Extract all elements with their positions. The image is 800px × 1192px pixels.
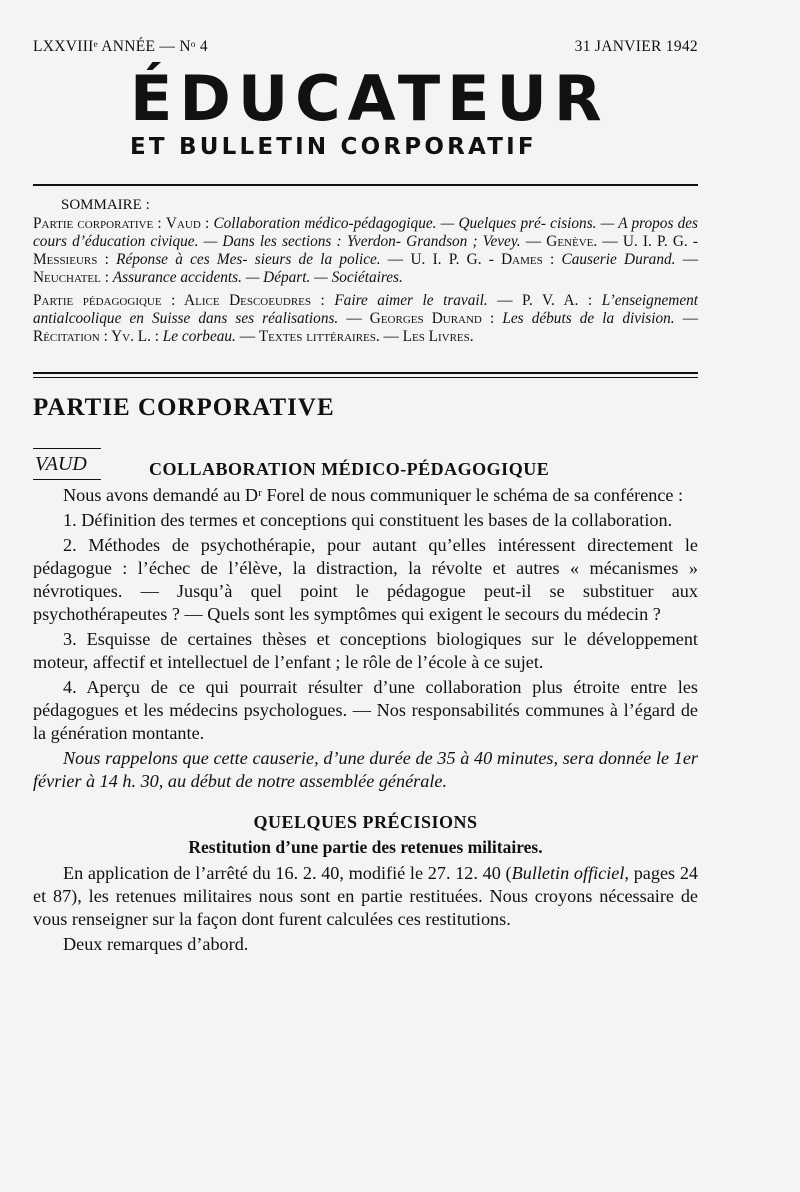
toc-text: Assurance accidents. — Départ. — Sociétaires.	[112, 269, 403, 286]
toc-corporative	[33, 215, 698, 287]
table-of-contents	[33, 196, 698, 351]
text-run: pages 24 et 87), les retenues militaires nous sont en partie restituées. Nous croyons nécessaire de vous renseigner sur la façon dont furent calculées ces restitutions.	[33, 863, 699, 929]
toc-text: cisions. — A propos des cours d’éducation civique. — Dans les sections : Yverdon-	[33, 215, 699, 250]
issue-number: LXXVIIIᵉ ANNÉE — Nᵒ 4	[33, 38, 208, 55]
issue-date: 31 JANVIER 1942	[574, 38, 698, 55]
paragraph: 3. Esquisse de certaines thèses et conceptions biologiques sur le développement moteur, affectif et intellectuel de l’enfant ; le rôle de l’école à ce sujet.	[33, 629, 698, 672]
paragraph: Deux remarques d’abord.	[63, 934, 249, 954]
toc-text: — Récitation : Yv. L. :	[33, 310, 698, 345]
section-divider	[33, 372, 698, 378]
announcement-note: Nous rappelons que cette causerie, d’une durée de 35 à 40 minutes, sera donnée le 1er février à 14 h. 30, au début de notre assemblée générale.	[33, 748, 698, 791]
text-run: Bulletin officiel,	[511, 863, 629, 883]
toc-text: — Neuchatel :	[33, 251, 699, 286]
toc-text: Les débuts de la division.	[494, 310, 675, 327]
journal-title: ÉDUCATEUR	[130, 62, 609, 135]
paragraph: 1. Définition des termes et conceptions qui constituent les bases de la collaboration.	[63, 510, 673, 530]
toc-text: — Genève. — U. I. P. G. - Messieurs :	[33, 233, 699, 268]
subsection-subtitle: Restitution d’une partie des retenues militaires.	[188, 837, 543, 857]
toc-text: sieurs de la police.	[254, 251, 381, 268]
toc-text: — Georges	[338, 310, 424, 327]
subsection-title: QUELQUES PRÉCISIONS	[253, 812, 478, 832]
paragraph	[33, 862, 698, 931]
toc-pedagogique-label: Partie pédagogique :	[33, 292, 176, 309]
paragraph: Nous avons demandé au Dʳ Forel de nous communiquer le schéma de sa conférence :	[63, 485, 684, 505]
toc-text: Textes littéraires. — Les Livres.	[258, 328, 474, 345]
toc-text: Collaboration médico-pédagogique. — Quelques pré-	[209, 215, 546, 232]
toc-text: Durand :	[431, 310, 495, 327]
canton-label	[33, 448, 101, 480]
article-body	[33, 484, 698, 958]
issue-line	[33, 38, 698, 56]
toc-text: Causerie Durand.	[554, 251, 676, 268]
toc-text: Vaud :	[165, 215, 210, 232]
toc-text: — U. I. P. G. - Dames :	[380, 251, 555, 268]
canton-name: VAUD	[35, 453, 87, 475]
toc-text: Le corbeau.	[158, 328, 236, 345]
toc-text: L’enseignement antialcoolique en Suisse dans ses réalisations.	[33, 292, 699, 327]
header-rule	[33, 184, 698, 186]
toc-heading: SOMMAIRE :	[61, 197, 150, 213]
article-title: COLLABORATION MÉDICO-PÉDAGOGIQUE	[149, 459, 550, 479]
toc-text: Alice Descoeudres :	[175, 292, 325, 309]
paragraph: 2. Méthodes de psychothérapie, pour autant qu’elles intéressent directement le pédagogue : l’échec de l’élève, la distraction, la révolte et autres « mécanismes » névrotiques. — Jusqu’à quel point le pédagogue peut-il se substituer aux psychothérapeutes ? — Quels sont les symptômes qui exigent le secours du médecin ?	[33, 535, 698, 624]
toc-text: Réponse à ces Mes-	[108, 251, 248, 268]
toc-pedagogique	[33, 292, 698, 346]
section-title: PARTIE CORPORATIVE	[33, 394, 335, 421]
text-run: En application de l’arrêté du 16. 2. 40, modifié le 27. 12. 40 (	[63, 863, 512, 883]
journal-subtitle: ET BULLETIN CORPORATIF	[130, 134, 537, 160]
toc-text: —	[235, 328, 255, 345]
toc-corporative-label: Partie corporative :	[33, 215, 162, 232]
paragraph: 4. Aperçu de ce qui pourrait résulter d’une collaboration plus étroite entre les pédagogues et les médecins psychologues. — Nos responsabilités communes à l’égard de la génération montante.	[33, 677, 698, 743]
toc-text: Grandson ; Vevey.	[406, 233, 521, 250]
masthead	[130, 62, 609, 160]
toc-text: — P. V. A. :	[487, 292, 593, 309]
toc-text: Faire aimer le travail.	[324, 292, 488, 309]
